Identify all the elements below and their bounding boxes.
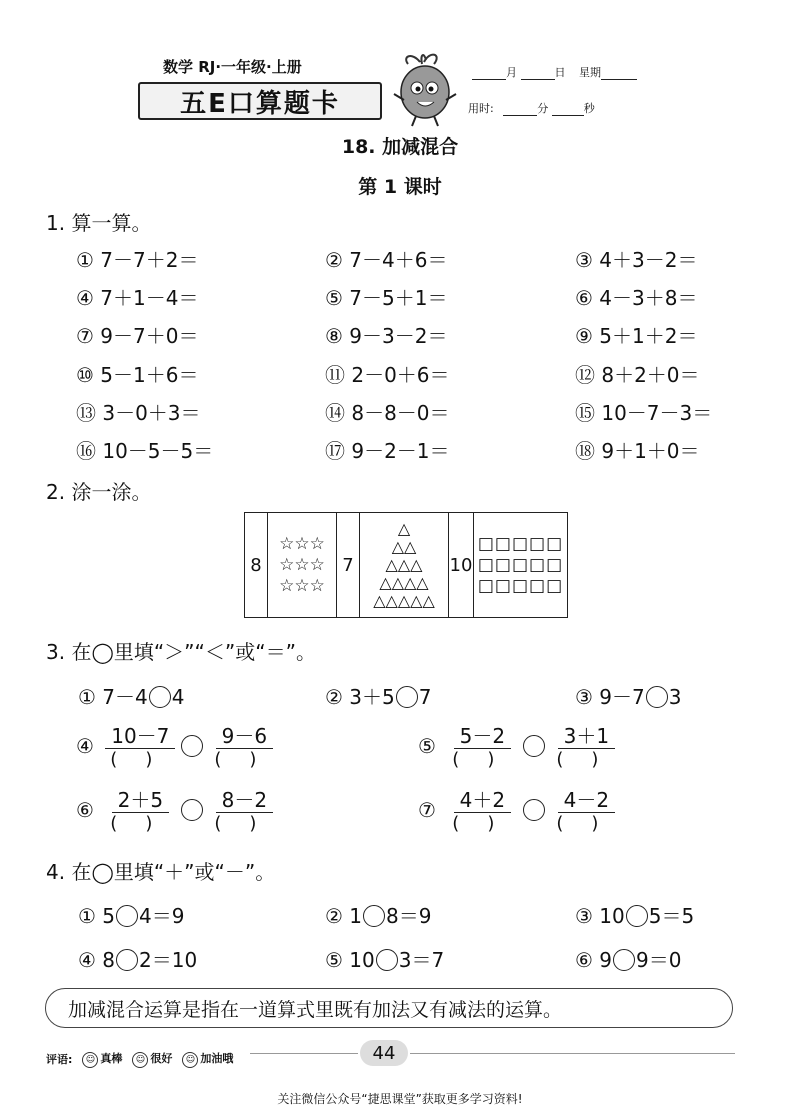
answer-circle[interactable] (626, 905, 648, 927)
answer-circle[interactable] (613, 949, 635, 971)
calc-problem[interactable]: ⑥ 4－3＋8＝ (575, 286, 698, 311)
answer-circle[interactable] (376, 949, 398, 971)
triangle-row: △△△△△ (373, 591, 435, 610)
smiley-icon: ☺ (132, 1052, 148, 1068)
fraction-compare-problem: ⑦ $\frac{4+2}{()}$ $\frac{4-2}{()}$ (418, 788, 627, 834)
squares-count: 10 (449, 513, 474, 617)
blank-parens[interactable]: () (556, 749, 627, 770)
calc-problem[interactable]: ① 7－7＋2＝ (76, 248, 199, 272)
star-row: ☆☆☆ (279, 533, 325, 554)
answer-circle[interactable] (181, 735, 203, 757)
answer-circle[interactable] (149, 686, 171, 708)
stars-count: 8 (245, 513, 268, 617)
calc-problem[interactable]: ⑱ 9＋1＋0＝ (575, 439, 700, 463)
answer-circle[interactable] (116, 949, 138, 971)
section-2-heading: 2. 涂一涂。 (46, 480, 152, 504)
eval-great[interactable]: ☺ 真棒 (82, 1050, 122, 1068)
divider (250, 1053, 358, 1054)
answer-circle[interactable] (646, 686, 668, 708)
sign-problem: ③ 10 5＝5 (575, 904, 695, 928)
tip-box: 加减混合运算是指在一道算式里既有加法又有减法的运算。 (45, 988, 733, 1028)
triangle-row: △△△△ (379, 573, 429, 592)
date-fill-line: 月 日 星期 (472, 64, 637, 80)
calc-problem[interactable]: ③ 4＋3－2＝ (575, 248, 698, 272)
answer-circle[interactable] (523, 799, 545, 821)
banner-title: 五E口算题卡 (138, 82, 382, 120)
sign-problem: ④ 8 2＝10 (78, 948, 198, 972)
calc-problem[interactable]: ⑪ 2－0＋6＝ (325, 362, 450, 387)
calc-problem[interactable]: ⑭ 8－8－0＝ (325, 400, 450, 425)
eval-keep-going[interactable]: ☺ 加油哦 (182, 1050, 233, 1068)
compare-problem: ③ 9－7 3 (575, 685, 682, 709)
sign-problem: ⑤ 10 3＝7 (325, 948, 445, 972)
blank-parens[interactable]: () (214, 813, 285, 834)
triangle-row: △△△ (385, 555, 423, 574)
blank-parens[interactable]: () (214, 749, 285, 770)
square-row: □□□□□ (477, 533, 564, 554)
calc-problem[interactable]: ⑧ 9－3－2＝ (325, 324, 448, 349)
answer-circle[interactable] (396, 686, 418, 708)
squares-group[interactable] (474, 513, 567, 617)
section-3-heading: 3. 在◯里填“＞”“＜”或“＝”。 (46, 640, 316, 664)
footer-note: 关注微信公众号“捷思课堂”获取更多学习资料! (277, 1092, 523, 1106)
fraction-compare-problem: ⑤ $\frac{5-2}{()}$ $\frac{3+1}{()}$ (418, 724, 627, 770)
calc-problem[interactable]: ⑮ 10－7－3＝ (575, 400, 713, 425)
answer-circle[interactable] (363, 905, 385, 927)
blank-parens[interactable]: () (556, 813, 627, 834)
answer-circle[interactable] (181, 799, 203, 821)
page-title: 18. 加减混合 (341, 136, 459, 158)
calc-problem[interactable]: ② 7－4＋6＝ (325, 248, 448, 272)
compare-problem: ② 3＋5 7 (325, 685, 432, 709)
subject-line: 数学 RJ·一年级·上册 (163, 58, 302, 76)
answer-circle[interactable] (523, 735, 545, 757)
square-row: □□□□□ (477, 575, 564, 596)
time-fill-line: 用时: 分 秒 (468, 102, 595, 115)
blank-parens[interactable]: () (452, 749, 523, 770)
mascot-illustration (390, 50, 460, 130)
evaluation-row: 评语: ☺ 真棒 ☺ 很好 ☺ 加油哦 (46, 1052, 234, 1066)
star-row: ☆☆☆ (279, 575, 325, 596)
triangles-count: 7 (337, 513, 360, 617)
blank-parens[interactable]: () (110, 749, 181, 770)
coloring-table (244, 512, 568, 618)
calc-problem[interactable]: ⑤ 7－5＋1＝ (325, 286, 448, 311)
fraction-compare-problem: ④ $\frac{10-7}{()}$ $\frac{9-6}{()}$ (76, 724, 285, 770)
calc-problem[interactable]: ④ 7＋1－4＝ (76, 286, 199, 311)
triangle-row: △△ (391, 537, 417, 556)
calc-problem[interactable]: ⑰ 9－2－1＝ (325, 439, 450, 463)
calc-problem[interactable]: ⑦ 9－7＋0＝ (76, 324, 199, 349)
calc-problem[interactable]: ⑨ 5＋1＋2＝ (575, 324, 698, 349)
lesson-subtitle: 第 1 课时 (358, 176, 442, 198)
eval-good[interactable]: ☺ 很好 (132, 1050, 172, 1068)
calc-problem[interactable]: ⑫ 8＋2＋0＝ (575, 362, 700, 387)
calc-problem[interactable]: ⑬ 3－0＋3＝ (76, 400, 201, 425)
sign-problem: ② 1 8＝9 (325, 904, 432, 928)
blank-parens[interactable]: () (452, 813, 523, 834)
section-1-heading: 1. 算一算。 (46, 211, 152, 235)
triangles-group[interactable] (360, 513, 449, 617)
calc-problem[interactable]: ⑩ 5－1＋6＝ (76, 362, 199, 387)
divider (410, 1053, 735, 1054)
calc-problem[interactable]: ⑯ 10－5－5＝ (76, 439, 214, 463)
sign-problem: ⑥ 9 9＝0 (575, 948, 682, 972)
triangle-row: △ (397, 519, 411, 538)
page-number: 44 (360, 1040, 408, 1066)
smiley-icon: ☺ (182, 1052, 198, 1068)
compare-problem: ① 7－4 4 (78, 685, 185, 709)
answer-circle[interactable] (116, 905, 138, 927)
star-row: ☆☆☆ (279, 554, 325, 575)
section-4-heading: 4. 在◯里填“＋”或“－”。 (46, 860, 276, 884)
sign-problem: ① 5 4＝9 (78, 904, 185, 928)
blank-parens[interactable]: () (110, 813, 181, 834)
stars-group[interactable] (268, 513, 337, 617)
square-row: □□□□□ (477, 554, 564, 575)
smiley-icon: ☺ (82, 1052, 98, 1068)
fraction-compare-problem: ⑥ $\frac{2+5}{()}$ $\frac{8-2}{()}$ (76, 788, 285, 834)
